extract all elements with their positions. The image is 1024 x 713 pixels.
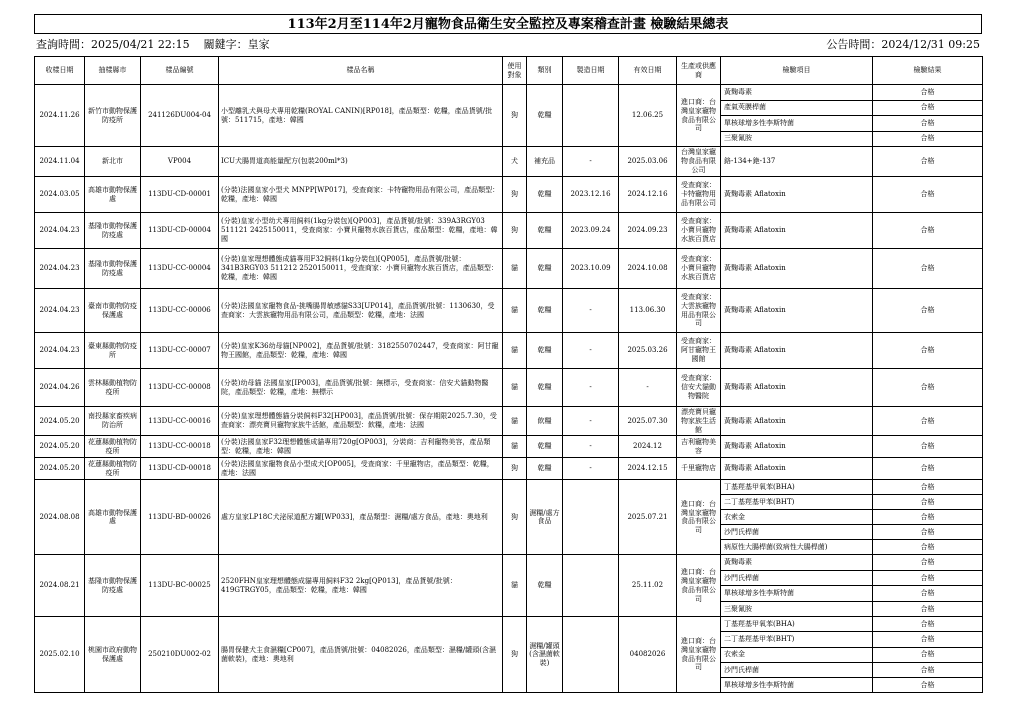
sample-name: 小型離乳犬與母犬專用乾糧(ROYAL CANIN)[RP018]，產品類型：乾糧，產品貨號/批號：511715，產地：韓國 bbox=[219, 85, 503, 147]
category: 飲糧 bbox=[527, 407, 563, 436]
expiry-date: 2024.12.16 bbox=[619, 177, 677, 213]
test-item: 黃麴毒素 Aflatoxin bbox=[721, 249, 873, 289]
expiry-date: 2025.07.30 bbox=[619, 407, 677, 436]
sample-name: (分裝)皇家理想體態成貓專用F32飼料(1kg分裝包)[QP005]，產品貨號/批號：341B3RGY03 511212 2520150011，受查商家：小寶貝寵物水族百貨店，產品類型：乾糧，產地：韓國 bbox=[219, 249, 503, 289]
sample-id: 250210DU002-02 bbox=[141, 617, 219, 693]
expiry-date: 2025.03.06 bbox=[619, 147, 677, 177]
usage-target: 狗 bbox=[503, 85, 527, 147]
query-time: 查詢時間：2025/04/21 22:15 bbox=[36, 38, 190, 51]
expiry-date: 2024.12.15 bbox=[619, 458, 677, 480]
test-item: 黃麴毒素 Aflatoxin bbox=[721, 177, 873, 213]
sample-name: 腸胃保健犬主食濕糧[CP007]，產品貨號/批號：04082026，產品類型：濕糧/罐頭(含濕菌軟裝)，產地：奧地利 bbox=[219, 617, 503, 693]
usage-target: 犬 bbox=[503, 147, 527, 177]
mfg-date: - bbox=[563, 407, 619, 436]
supplier: 受查商家：小寶貝寵物水族百貨店 bbox=[677, 213, 721, 249]
test-result: 合格 bbox=[873, 249, 983, 289]
sample-city: 南投縣家畜疾病防治所 bbox=[85, 407, 141, 436]
table-row bbox=[35, 555, 983, 571]
test-item: 衣索金 bbox=[721, 510, 873, 525]
sample-id: 113DU-CC-00016 bbox=[141, 407, 219, 436]
sample-city: 高雄市動物保護處 bbox=[85, 177, 141, 213]
supplier: 千里寵物店 bbox=[677, 458, 721, 480]
test-result: 合格 bbox=[873, 458, 983, 480]
sample-date: 2024.08.21 bbox=[35, 555, 85, 617]
table-row bbox=[35, 407, 983, 436]
sample-name: (分裝)皇家小型幼犬專用飼料(1kg分裝包)[QP003]，產品貨號/批號：339A3RGY03 511121 2425150011，受查商家：小寶貝寵物水族百貨店，產品類型：乾糧，產地：韓國 bbox=[219, 213, 503, 249]
table-row bbox=[35, 480, 983, 495]
expiry-date: - bbox=[619, 369, 677, 407]
usage-target: 狗 bbox=[503, 458, 527, 480]
test-item: 黃麴毒素 Aflatoxin bbox=[721, 213, 873, 249]
sample-date: 2024.11.04 bbox=[35, 147, 85, 177]
table-row bbox=[35, 458, 983, 480]
test-item: 三聚氰胺 bbox=[721, 131, 873, 147]
sample-date: 2024.04.23 bbox=[35, 213, 85, 249]
usage-target: 貓 bbox=[503, 333, 527, 369]
sample-id: 241126DU004-04 bbox=[141, 85, 219, 147]
test-result: 合格 bbox=[873, 147, 983, 177]
test-result: 合格 bbox=[873, 407, 983, 436]
sample-city: 基隆市動物保護防疫處 bbox=[85, 555, 141, 617]
test-result: 合格 bbox=[873, 617, 983, 632]
category: 乾糧 bbox=[527, 458, 563, 480]
test-item: 鉻-134+銫-137 bbox=[721, 147, 873, 177]
sample-date: 2024.08.08 bbox=[35, 480, 85, 555]
mfg-date: - bbox=[563, 458, 619, 480]
mfg-date: - bbox=[563, 289, 619, 333]
results-body bbox=[35, 85, 983, 693]
col-header: 製造日期 bbox=[563, 57, 619, 85]
mfg-date bbox=[563, 85, 619, 147]
col-header: 類別 bbox=[527, 57, 563, 85]
sample-city: 基隆市動物保護防疫處 bbox=[85, 249, 141, 289]
sample-name: (分裝)法國皇家F32理想體態成貓專用720g[OP003]，分裝商：吉利寵物美容，產品類型：乾糧，產地：韓國 bbox=[219, 436, 503, 458]
mfg-date bbox=[563, 480, 619, 555]
table-row bbox=[35, 147, 983, 177]
supplier: 吉利寵物美容 bbox=[677, 436, 721, 458]
supplier: 進口商：台灣皇家寵物食品有限公司 bbox=[677, 555, 721, 617]
usage-target: 貓 bbox=[503, 555, 527, 617]
category: 乾糧 bbox=[527, 555, 563, 617]
expiry-date: 12.06.25 bbox=[619, 85, 677, 147]
col-header: 生產或供應商 bbox=[677, 57, 721, 85]
sample-date: 2024.05.20 bbox=[35, 407, 85, 436]
supplier: 台灣皇家寵物食品有限公司 bbox=[677, 147, 721, 177]
test-item: 沙門氏桿菌 bbox=[721, 525, 873, 540]
col-header: 檢驗項目 bbox=[721, 57, 873, 85]
sample-name: (分裝)法國皇家寵物食品小型成犬[OP005]，受查商家：千里寵物店，產品類型：乾糧，產地：法國 bbox=[219, 458, 503, 480]
query-time-and-keyword bbox=[36, 34, 270, 56]
usage-target: 貓 bbox=[503, 289, 527, 333]
sample-city: 新竹市動物保護防疫所 bbox=[85, 85, 141, 147]
test-item: 黃麴毒素 Aflatoxin bbox=[721, 333, 873, 369]
test-item: 黃麴毒素 Aflatoxin bbox=[721, 369, 873, 407]
test-result: 合格 bbox=[873, 601, 983, 617]
test-result: 合格 bbox=[873, 100, 983, 116]
table-row bbox=[35, 289, 983, 333]
category: 濕糧/處方食品 bbox=[527, 480, 563, 555]
category: 濕糧/罐頭(含濕菌軟裝) bbox=[527, 617, 563, 693]
sample-id: 113DU-CC-00007 bbox=[141, 333, 219, 369]
category: 乾糧 bbox=[527, 249, 563, 289]
sample-date: 2024.04.23 bbox=[35, 333, 85, 369]
test-item: 丁基羥基甲氧苯(BHA) bbox=[721, 480, 873, 495]
test-result: 合格 bbox=[873, 647, 983, 662]
test-result: 合格 bbox=[873, 480, 983, 495]
sample-date: 2024.03.05 bbox=[35, 177, 85, 213]
test-result: 合格 bbox=[873, 555, 983, 571]
usage-target: 狗 bbox=[503, 177, 527, 213]
test-result: 合格 bbox=[873, 213, 983, 249]
col-header: 檢驗結果 bbox=[873, 57, 983, 85]
sample-city: 桃園市政府動物保護處 bbox=[85, 617, 141, 693]
expiry-date: 2024.09.23 bbox=[619, 213, 677, 249]
test-result: 合格 bbox=[873, 333, 983, 369]
test-result: 合格 bbox=[873, 525, 983, 540]
query-info-bar bbox=[34, 34, 982, 56]
keyword: 關鍵字：皇家 bbox=[203, 38, 270, 51]
sample-id: 113DU-CC-00008 bbox=[141, 369, 219, 407]
supplier: 受查商家：信安犬貓動物醫院 bbox=[677, 369, 721, 407]
usage-target: 貓 bbox=[503, 369, 527, 407]
sample-id: 113DU-BC-00025 bbox=[141, 555, 219, 617]
test-result: 合格 bbox=[873, 436, 983, 458]
col-header: 收樣日期 bbox=[35, 57, 85, 85]
test-item: 沙門氏桿菌 bbox=[721, 662, 873, 677]
sample-date: 2025.02.10 bbox=[35, 617, 85, 693]
category: 乾糧 bbox=[527, 177, 563, 213]
test-result: 合格 bbox=[873, 510, 983, 525]
sample-name: (分裝)法國皇家寵物食品-挑嘴腸胃敏感貓S33[UP014]，產品貨號/批號：1130630，受查商家：大雲族寵物用品有限公司，產品類型：乾糧，產地：法國 bbox=[219, 289, 503, 333]
test-result: 合格 bbox=[873, 289, 983, 333]
mfg-date bbox=[563, 555, 619, 617]
sample-id: 113DU-BD-00026 bbox=[141, 480, 219, 555]
sample-date: 2024.04.26 bbox=[35, 369, 85, 407]
test-item: 沙門氏桿菌 bbox=[721, 570, 873, 586]
table-row bbox=[35, 617, 983, 632]
sample-id: 113DU-CC-00006 bbox=[141, 289, 219, 333]
test-result: 合格 bbox=[873, 540, 983, 555]
sample-city: 基隆市動物保護防疫處 bbox=[85, 213, 141, 249]
mfg-date: - bbox=[563, 436, 619, 458]
sample-city: 花蓮縣動植物防疫所 bbox=[85, 458, 141, 480]
sample-name: (分裝)法國皇家小型犬 MNPP[WP017]，受查商家：卡特寵物用品有限公司，產品類型：乾糧，產地：韓國 bbox=[219, 177, 503, 213]
table-row bbox=[35, 213, 983, 249]
test-result: 合格 bbox=[873, 570, 983, 586]
sample-city: 臺南市動物防疫保護處 bbox=[85, 289, 141, 333]
expiry-date: 2025.03.26 bbox=[619, 333, 677, 369]
category: 乾糧 bbox=[527, 289, 563, 333]
category: 乾糧 bbox=[527, 85, 563, 147]
category: 補充品 bbox=[527, 147, 563, 177]
mfg-date: 2023.12.16 bbox=[563, 177, 619, 213]
sample-name: ICU犬腸胃道高能量配方(包裝200ml*3) bbox=[219, 147, 503, 177]
sample-city: 雲林縣動植物防疫所 bbox=[85, 369, 141, 407]
sample-date: 2024.04.23 bbox=[35, 249, 85, 289]
expiry-date: 25.11.02 bbox=[619, 555, 677, 617]
sample-name: 處方皇家LP18C犬泌尿道配方罐[WP033]，產品類型：濕糧/處方食品，產地：奧地利 bbox=[219, 480, 503, 555]
col-header: 樣品名稱 bbox=[219, 57, 503, 85]
mfg-date bbox=[563, 617, 619, 693]
test-item: 產氣莢膜桿菌 bbox=[721, 100, 873, 116]
test-item: 黃麴毒素 bbox=[721, 555, 873, 571]
test-item: 二丁基羥基甲苯(BHT) bbox=[721, 632, 873, 647]
test-result: 合格 bbox=[873, 495, 983, 510]
usage-target: 貓 bbox=[503, 249, 527, 289]
sample-name: (分裝)幼母貓 法國皇家[IP003]，產品貨號/批號：無標示，受查商家：信安犬貓動物醫院，產品類型：乾糧，產地：無標示 bbox=[219, 369, 503, 407]
supplier: 受查商家：卡特寵物用品有限公司 bbox=[677, 177, 721, 213]
mfg-date: - bbox=[563, 147, 619, 177]
sample-date: 2024.05.20 bbox=[35, 436, 85, 458]
header-row bbox=[35, 57, 983, 85]
test-result: 合格 bbox=[873, 177, 983, 213]
usage-target: 貓 bbox=[503, 436, 527, 458]
usage-target: 狗 bbox=[503, 480, 527, 555]
supplier: 進口商：台灣皇家寵物食品有限公司 bbox=[677, 617, 721, 693]
usage-target: 狗 bbox=[503, 213, 527, 249]
test-result: 合格 bbox=[873, 116, 983, 132]
test-result: 合格 bbox=[873, 678, 983, 693]
test-item: 衣索金 bbox=[721, 647, 873, 662]
supplier: 受查商家：大雲族寵物用品有限公司 bbox=[677, 289, 721, 333]
mfg-date: - bbox=[563, 333, 619, 369]
test-item: 二丁基羥基甲苯(BHT) bbox=[721, 495, 873, 510]
sample-name: 2520FHN皇家理想體態成貓專用飼料F32 2kg[QP013]，產品貨號/批號：419GTRGY05，產品類型：乾糧，產地：韓國 bbox=[219, 555, 503, 617]
test-item: 三聚氰胺 bbox=[721, 601, 873, 617]
category: 乾糧 bbox=[527, 436, 563, 458]
expiry-date: 2025.07.21 bbox=[619, 480, 677, 555]
table-row bbox=[35, 436, 983, 458]
supplier: 進口商：台灣皇家寵物食品有限公司 bbox=[677, 480, 721, 555]
category: 乾糧 bbox=[527, 213, 563, 249]
report bbox=[34, 14, 982, 693]
report-title: 113年2月至114年2月寵物食品衛生安全監控及專案稽查計畫 檢驗結果總表 bbox=[34, 14, 982, 34]
supplier: 受查商家：阿甘寵物王國館 bbox=[677, 333, 721, 369]
sample-name: (分裝)皇家K36幼母貓[NP002]，產品貨號/批號：3182550702447，受查商家：阿甘寵物王國館，產品類型：乾糧，產地：韓國 bbox=[219, 333, 503, 369]
col-header: 抽樣縣市 bbox=[85, 57, 141, 85]
sample-id: 113DU-CD-00001 bbox=[141, 177, 219, 213]
test-item: 黃麴毒素 Aflatoxin bbox=[721, 436, 873, 458]
col-header: 使用對象 bbox=[503, 57, 527, 85]
test-result: 合格 bbox=[873, 662, 983, 677]
col-header: 有效日期 bbox=[619, 57, 677, 85]
sample-date: 2024.04.23 bbox=[35, 289, 85, 333]
table-row bbox=[35, 85, 983, 101]
sample-city: 高雄市動物保護處 bbox=[85, 480, 141, 555]
test-item: 病原性大腸桿菌(致病性大腸桿菌) bbox=[721, 540, 873, 555]
test-item: 單核球增多性李斯特菌 bbox=[721, 116, 873, 132]
category: 乾糧 bbox=[527, 369, 563, 407]
supplier: 受查商家：小寶貝寵物水族百貨店 bbox=[677, 249, 721, 289]
test-result: 合格 bbox=[873, 632, 983, 647]
sample-id: 113DU-CD-00004 bbox=[141, 213, 219, 249]
usage-target: 貓 bbox=[503, 407, 527, 436]
test-item: 單核球增多性李斯特菌 bbox=[721, 586, 873, 602]
expiry-date: 113.06.30 bbox=[619, 289, 677, 333]
table-row bbox=[35, 333, 983, 369]
test-item: 單核球增多性李斯特菌 bbox=[721, 678, 873, 693]
sample-date: 2024.11.26 bbox=[35, 85, 85, 147]
expiry-date: 2024.10.08 bbox=[619, 249, 677, 289]
test-item: 黃麴毒素 Aflatoxin bbox=[721, 289, 873, 333]
supplier: 進口商：台灣皇家寵物食品有限公司 bbox=[677, 85, 721, 147]
test-item: 黃麴毒素 Aflatoxin bbox=[721, 458, 873, 480]
test-result: 合格 bbox=[873, 586, 983, 602]
col-header: 樣品編號 bbox=[141, 57, 219, 85]
mfg-date: 2023.09.24 bbox=[563, 213, 619, 249]
sample-name: (分裝)皇家理想體態貓分裝飼料F32[HP003]，產品貨號/批號：保存期限2025.7.30，受查商家：漂亮寶貝寵物家族牛活館，產品類型：飲糧，產地：法國 bbox=[219, 407, 503, 436]
test-result: 合格 bbox=[873, 85, 983, 101]
table-row bbox=[35, 249, 983, 289]
sample-city: 臺東縣動物防疫所 bbox=[85, 333, 141, 369]
mfg-date: 2023.10.09 bbox=[563, 249, 619, 289]
test-item: 黃麴毒素 Aflatoxin bbox=[721, 407, 873, 436]
table-row bbox=[35, 177, 983, 213]
sample-city: 新北市 bbox=[85, 147, 141, 177]
mfg-date: - bbox=[563, 369, 619, 407]
expiry-date: 2024.12 bbox=[619, 436, 677, 458]
sample-id: 113DU-CD-00018 bbox=[141, 458, 219, 480]
table-row bbox=[35, 369, 983, 407]
results-table bbox=[34, 56, 983, 693]
test-result: 合格 bbox=[873, 369, 983, 407]
test-result: 合格 bbox=[873, 131, 983, 147]
expiry-date: 04082026 bbox=[619, 617, 677, 693]
test-item: 黃麴毒素 bbox=[721, 85, 873, 101]
supplier: 漂亮寶貝寵物家族生活館 bbox=[677, 407, 721, 436]
announce-time: 公告時間：2024/12/31 09:25 bbox=[826, 38, 980, 51]
usage-target: 狗 bbox=[503, 617, 527, 693]
category: 乾糧 bbox=[527, 333, 563, 369]
sample-city: 花蓮縣動植物防疫所 bbox=[85, 436, 141, 458]
sample-date: 2024.05.20 bbox=[35, 458, 85, 480]
sample-id: VP004 bbox=[141, 147, 219, 177]
test-item: 丁基羥基甲氧苯(BHA) bbox=[721, 617, 873, 632]
sample-id: 113DU-CC-00018 bbox=[141, 436, 219, 458]
sample-id: 113DU-CC-00004 bbox=[141, 249, 219, 289]
